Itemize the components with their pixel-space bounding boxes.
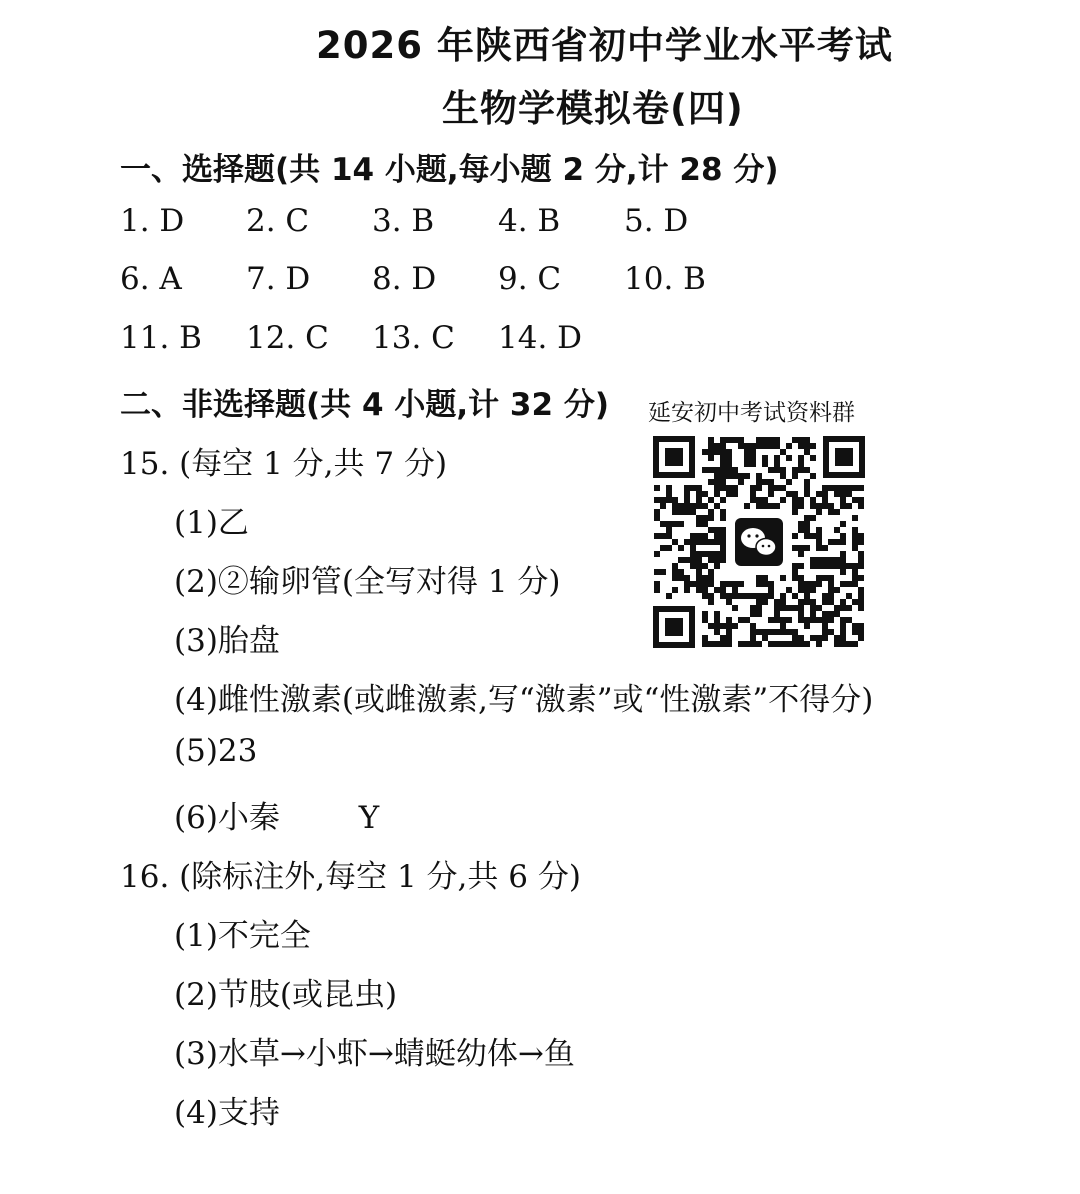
mc-answer: 7. D: [246, 261, 311, 297]
q15-answer-1: (1)乙: [174, 505, 249, 541]
mc-answer: 3. B: [372, 203, 435, 239]
qr-label: 延安初中考试资料群: [648, 400, 855, 426]
q15-answer-4: (4)雌性激素(或雌激素,写“激素”或“性激素”不得分): [174, 682, 874, 718]
wechat-icon: [731, 514, 787, 570]
mc-answer: 2. C: [246, 203, 310, 239]
title-line-2: 生物学模拟卷(四): [442, 87, 744, 130]
mc-answer: 13. C: [372, 320, 455, 356]
title-line-1: 2026 年陕西省初中学业水平考试: [316, 24, 893, 67]
mc-answer: 14. D: [498, 320, 583, 356]
q15-header: 15. (每空 1 分,共 7 分): [120, 446, 448, 482]
mc-answer: 10. B: [624, 261, 706, 297]
mc-answer: 4. B: [498, 203, 561, 239]
q15-answer-3: (3)胎盘: [174, 623, 280, 659]
q16-answer-2: (2)节肢(或昆虫): [174, 977, 398, 1013]
qr-finder-bottom-left: [653, 606, 695, 648]
mc-answer: 12. C: [246, 320, 329, 356]
qr-finder-top-right: [823, 436, 865, 478]
mc-answer: 9. C: [498, 261, 562, 297]
mc-answer: 5. D: [624, 203, 689, 239]
section2-heading: 二、非选择题(共 4 小题,计 32 分): [120, 387, 609, 423]
q16-answer-3: (3)水草→小虾→蜻蜓幼体→鱼: [174, 1036, 575, 1072]
q16-answer-1: (1)不完全: [174, 918, 311, 954]
mc-answer: 11. B: [120, 320, 202, 356]
mc-answer: 8. D: [372, 261, 437, 297]
q16-answer-4: (4)支持: [174, 1095, 280, 1131]
mc-answer: 1. D: [120, 203, 185, 239]
q15-answer-6: (6)小秦 Y: [174, 800, 380, 836]
q15-answer-2: (2)②输卵管(全写对得 1 分): [174, 564, 561, 600]
qr-finder-top-left: [653, 436, 695, 478]
section1-heading: 一、选择题(共 14 小题,每小题 2 分,计 28 分): [120, 152, 779, 188]
q15-answer-5: (5)23: [174, 733, 258, 769]
mc-answer: 6. A: [120, 261, 182, 297]
q16-header: 16. (除标注外,每空 1 分,共 6 分): [120, 859, 581, 895]
qr-code[interactable]: [653, 436, 865, 648]
